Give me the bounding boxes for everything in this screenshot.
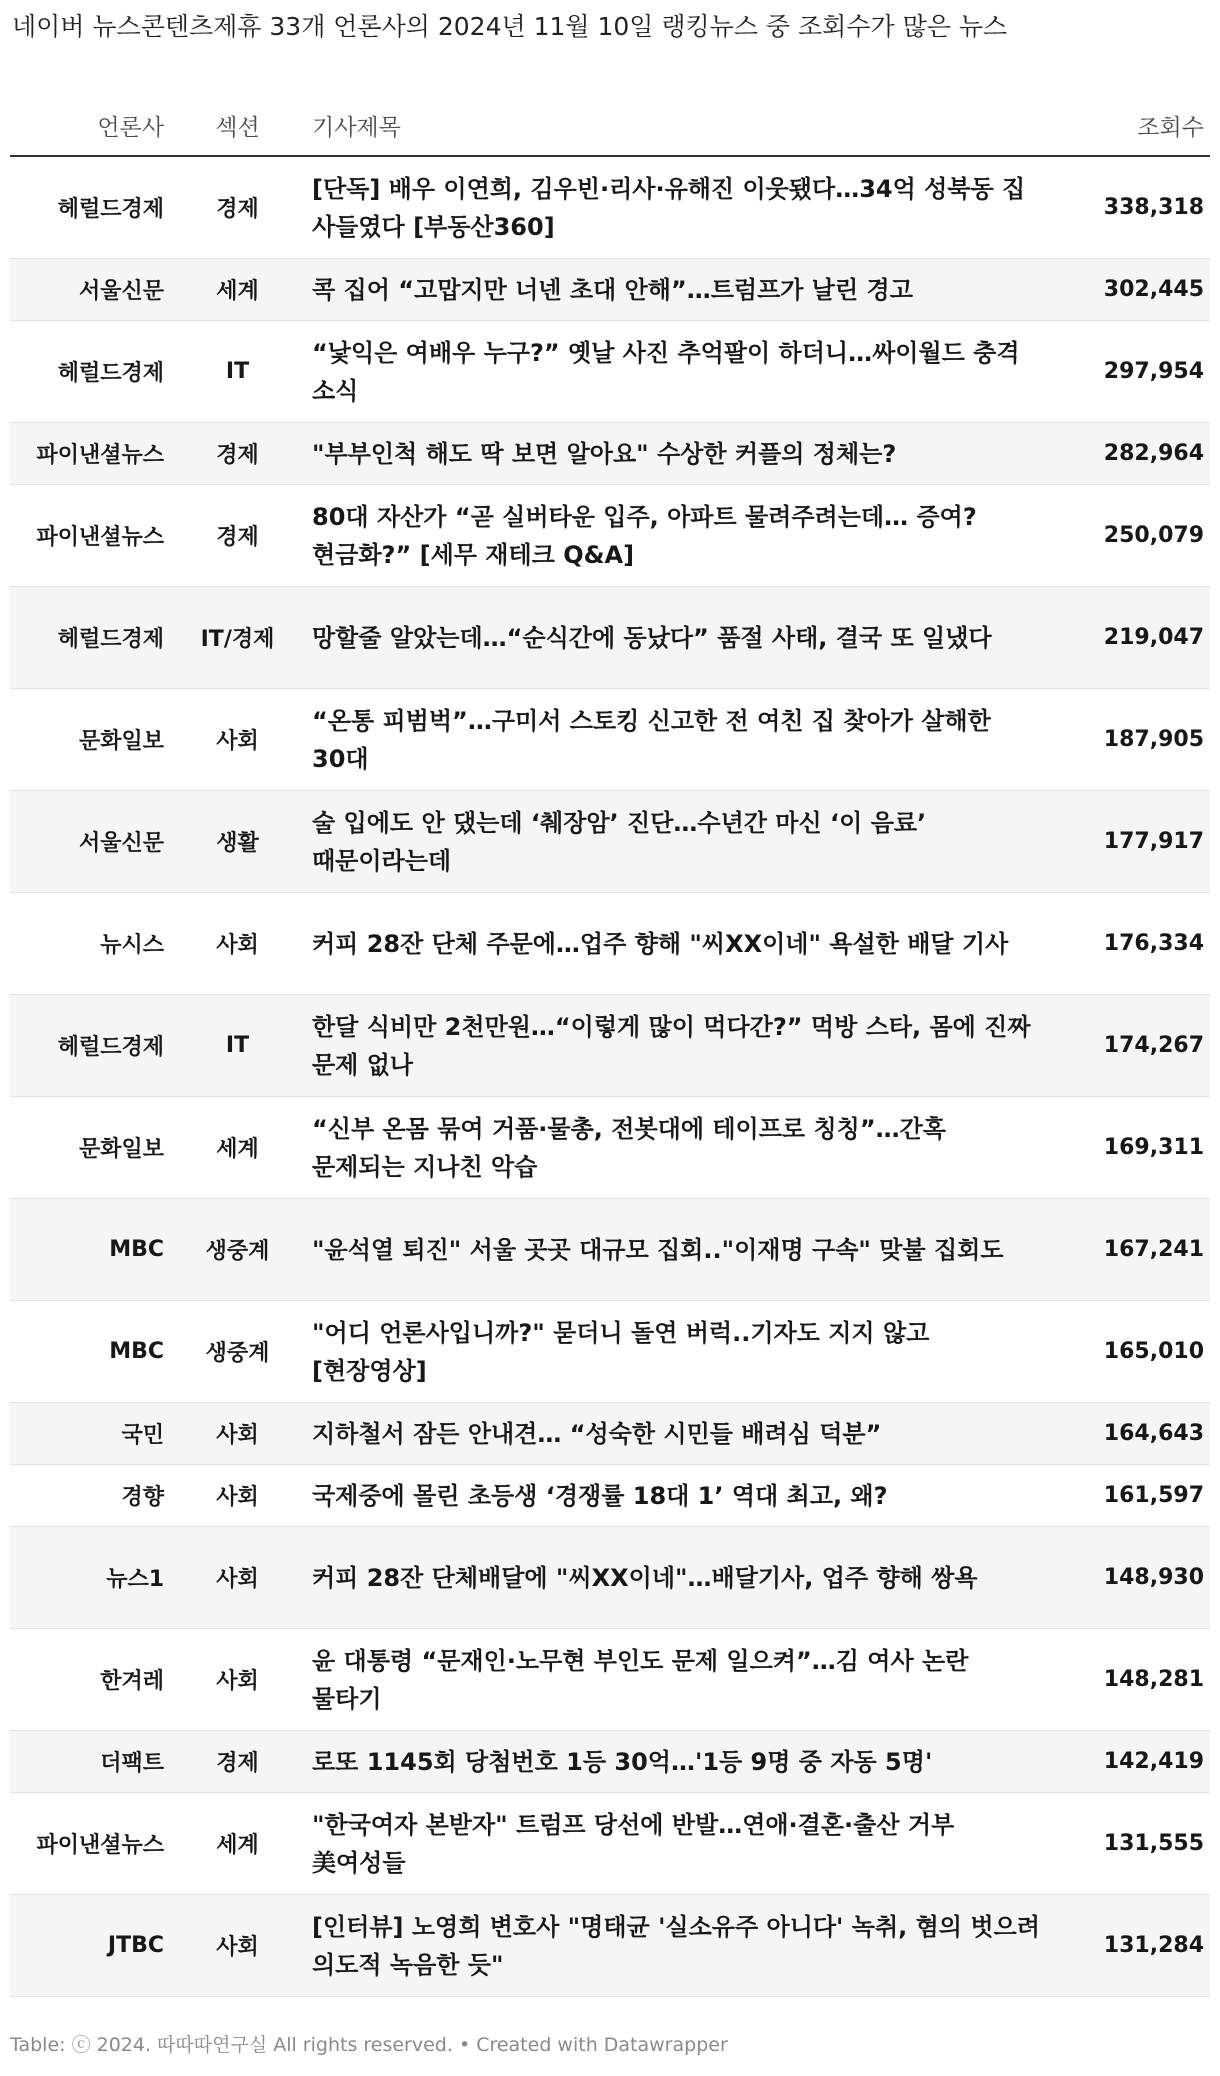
headline-cell: "한국여자 본받자" 트럼프 당선에 반발…연애·결혼·출산 거부 美여성들 [305, 1793, 1050, 1895]
views-cell: 148,281 [1050, 1629, 1210, 1731]
section-cell: IT/경제 [170, 587, 305, 689]
section-cell: 생중계 [170, 1199, 305, 1301]
table-row [10, 1199, 1210, 1301]
press-cell: 서울신문 [10, 259, 170, 321]
table-row [10, 321, 1210, 423]
column-header-press[interactable]: 언론사 [10, 95, 170, 156]
table-row [10, 1465, 1210, 1527]
column-header-section[interactable]: 섹션 [170, 95, 305, 156]
section-cell: 경제 [170, 485, 305, 587]
headline-cell: 술 입에도 안 댔는데 ‘췌장암’ 진단…수년간 마신 ‘이 음료’ 때문이라는데 [305, 791, 1050, 893]
press-cell: 문화일보 [10, 689, 170, 791]
column-header-headline[interactable]: 기사제목 [305, 95, 1050, 156]
table-row [10, 423, 1210, 485]
views-cell: 167,241 [1050, 1199, 1210, 1301]
views-cell: 177,917 [1050, 791, 1210, 893]
section-cell: 경제 [170, 156, 305, 259]
section-cell: IT [170, 321, 305, 423]
table-row [10, 1403, 1210, 1465]
table-row [10, 1793, 1210, 1895]
table-row [10, 689, 1210, 791]
press-cell: 헤럴드경제 [10, 587, 170, 689]
table-row [10, 791, 1210, 893]
headline-cell: 망할줄 알았는데…“순식간에 동났다” 품절 사태, 결국 또 일냈다 [305, 587, 1050, 689]
table-row [10, 995, 1210, 1097]
section-cell: 사회 [170, 1527, 305, 1629]
press-cell: 경향 [10, 1465, 170, 1527]
views-cell: 148,930 [1050, 1527, 1210, 1629]
table-row [10, 485, 1210, 587]
views-cell: 282,964 [1050, 423, 1210, 485]
headline-cell: 한달 식비만 2천만원…“이렇게 많이 먹다간?” 먹방 스타, 몸에 진짜 문제 없나 [305, 995, 1050, 1097]
headline-cell: 국제중에 몰린 초등생 ‘경쟁률 18대 1’ 역대 최고, 왜? [305, 1465, 1050, 1527]
press-cell: 국민 [10, 1403, 170, 1465]
views-cell: 174,267 [1050, 995, 1210, 1097]
views-cell: 161,597 [1050, 1465, 1210, 1527]
section-cell: IT [170, 995, 305, 1097]
press-cell: 뉴시스 [10, 893, 170, 995]
section-cell: 사회 [170, 1403, 305, 1465]
headline-cell: 콕 집어 “고맙지만 너넨 초대 안해”…트럼프가 날린 경고 [305, 259, 1050, 321]
table-body [10, 156, 1210, 1997]
section-cell: 세계 [170, 259, 305, 321]
table-row [10, 1527, 1210, 1629]
headline-cell: 커피 28잔 단체배달에 "씨XX이네"…배달기사, 업주 향해 쌍욕 [305, 1527, 1050, 1629]
section-cell: 세계 [170, 1097, 305, 1199]
table-row [10, 259, 1210, 321]
table-title: 네이버 뉴스콘텐츠제휴 33개 언론사의 2024년 11월 10일 랭킹뉴스 중 조회수가 많은 뉴스 [12, 12, 1008, 41]
press-cell: 헤럴드경제 [10, 995, 170, 1097]
section-cell: 사회 [170, 1895, 305, 1997]
press-cell: JTBC [10, 1895, 170, 1997]
views-cell: 131,284 [1050, 1895, 1210, 1997]
table-row [10, 1895, 1210, 1997]
headline-cell: “낯익은 여배우 누구?” 옛날 사진 추억팔이 하더니…싸이월드 충격 소식 [305, 321, 1050, 423]
table-row [10, 1097, 1210, 1199]
views-cell: 176,334 [1050, 893, 1210, 995]
section-cell: 사회 [170, 1465, 305, 1527]
section-cell: 사회 [170, 689, 305, 791]
section-cell: 경제 [170, 1731, 305, 1793]
press-cell: 문화일보 [10, 1097, 170, 1199]
views-cell: 297,954 [1050, 321, 1210, 423]
headline-cell: "윤석열 퇴진" 서울 곳곳 대규모 집회.."이재명 구속" 맞불 집회도 [305, 1199, 1050, 1301]
press-cell: 뉴스1 [10, 1527, 170, 1629]
section-cell: 사회 [170, 893, 305, 995]
table-footer: Table: ⓒ 2024. 따따따연구실 All rights reserved. • Created with Datawrapper [10, 2034, 728, 2056]
views-cell: 131,555 [1050, 1793, 1210, 1895]
headline-cell: 커피 28잔 단체 주문에…업주 향해 "씨XX이네" 욕설한 배달 기사 [305, 893, 1050, 995]
section-cell: 경제 [170, 423, 305, 485]
headline-cell: [인터뷰] 노영희 변호사 "명태균 '실소유주 아니다' 녹취, 혐의 벗으려 의도적 녹음한 듯" [305, 1895, 1050, 1997]
headline-cell: “신부 온몸 묶여 거품·물총, 전봇대에 테이프로 칭칭”…간혹 문제되는 지나친 악습 [305, 1097, 1050, 1199]
table-row [10, 1629, 1210, 1731]
views-cell: 338,318 [1050, 156, 1210, 259]
headline-cell: “온통 피범벅”…구미서 스토킹 신고한 전 여친 집 찾아가 살해한 30대 [305, 689, 1050, 791]
press-cell: 헤럴드경제 [10, 321, 170, 423]
press-cell: 파이낸셜뉴스 [10, 423, 170, 485]
section-cell: 생중계 [170, 1301, 305, 1403]
views-cell: 142,419 [1050, 1731, 1210, 1793]
table-row [10, 893, 1210, 995]
headline-cell: 80대 자산가 “곧 실버타운 입주, 아파트 물려주려는데… 증여? 현금화?” [세무 재테크 Q&A] [305, 485, 1050, 587]
views-cell: 164,643 [1050, 1403, 1210, 1465]
views-cell: 250,079 [1050, 485, 1210, 587]
views-cell: 219,047 [1050, 587, 1210, 689]
section-cell: 생활 [170, 791, 305, 893]
headline-cell: "부부인척 해도 딱 보면 알아요" 수상한 커플의 정체는? [305, 423, 1050, 485]
section-cell: 세계 [170, 1793, 305, 1895]
headline-cell: 로또 1145회 당첨번호 1등 30억…'1등 9명 중 자동 5명' [305, 1731, 1050, 1793]
table-row [10, 156, 1210, 259]
press-cell: 서울신문 [10, 791, 170, 893]
column-header-views[interactable]: 조회수 [1050, 95, 1210, 156]
press-cell: 한겨레 [10, 1629, 170, 1731]
press-cell: MBC [10, 1199, 170, 1301]
headline-cell: "어디 언론사입니까?" 묻더니 돌연 버럭..기자도 지지 않고 [현장영상] [305, 1301, 1050, 1403]
press-cell: MBC [10, 1301, 170, 1403]
section-cell: 사회 [170, 1629, 305, 1731]
table-header-row [10, 95, 1210, 156]
press-cell: 더팩트 [10, 1731, 170, 1793]
ranking-table [10, 95, 1210, 1997]
headline-cell: [단독] 배우 이연희, 김우빈·리사·유해진 이웃됐다…34억 성북동 집 사들였다 [부동산360] [305, 156, 1050, 259]
table-row [10, 1301, 1210, 1403]
headline-cell: 윤 대통령 “문재인·노무현 부인도 문제 일으켜”…김 여사 논란 물타기 [305, 1629, 1050, 1731]
views-cell: 165,010 [1050, 1301, 1210, 1403]
views-cell: 187,905 [1050, 689, 1210, 791]
table-row [10, 587, 1210, 689]
press-cell: 헤럴드경제 [10, 156, 170, 259]
table-row [10, 1731, 1210, 1793]
press-cell: 파이낸셜뉴스 [10, 1793, 170, 1895]
views-cell: 169,311 [1050, 1097, 1210, 1199]
headline-cell: 지하철서 잠든 안내견… “성숙한 시민들 배려심 덕분” [305, 1403, 1050, 1465]
views-cell: 302,445 [1050, 259, 1210, 321]
press-cell: 파이낸셜뉴스 [10, 485, 170, 587]
